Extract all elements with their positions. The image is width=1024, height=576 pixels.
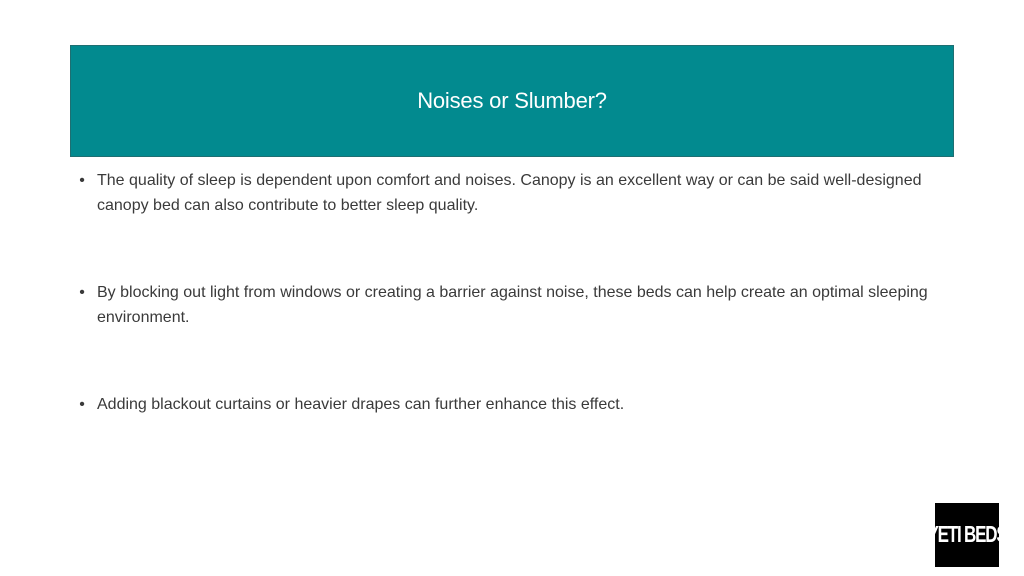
bullet-text: Adding blackout curtains or heavier drapes can further enhance this effect. <box>97 396 625 413</box>
list-item <box>75 280 945 330</box>
bullet-list <box>75 168 945 417</box>
bullet-icon: • <box>79 396 85 413</box>
bullet-text: By blocking out light from windows or creating a barrier against noise, these beds can help create an optimal sleeping environment. <box>97 284 928 326</box>
list-item <box>75 392 945 417</box>
slide-title: Noises or Slumber? <box>417 88 607 113</box>
list-item <box>75 168 945 218</box>
title-banner <box>70 45 954 157</box>
logo-text: YETI BEDS <box>927 521 1007 548</box>
bullet-icon: • <box>79 284 85 301</box>
yeti-beds-logo <box>927 503 1007 567</box>
bullet-text: The quality of sleep is dependent upon comfort and noises. Canopy is an excellent way or can be said well-designed canopy bed can also contribute to better sleep quality. <box>97 172 922 214</box>
bullet-icon: • <box>79 172 85 189</box>
